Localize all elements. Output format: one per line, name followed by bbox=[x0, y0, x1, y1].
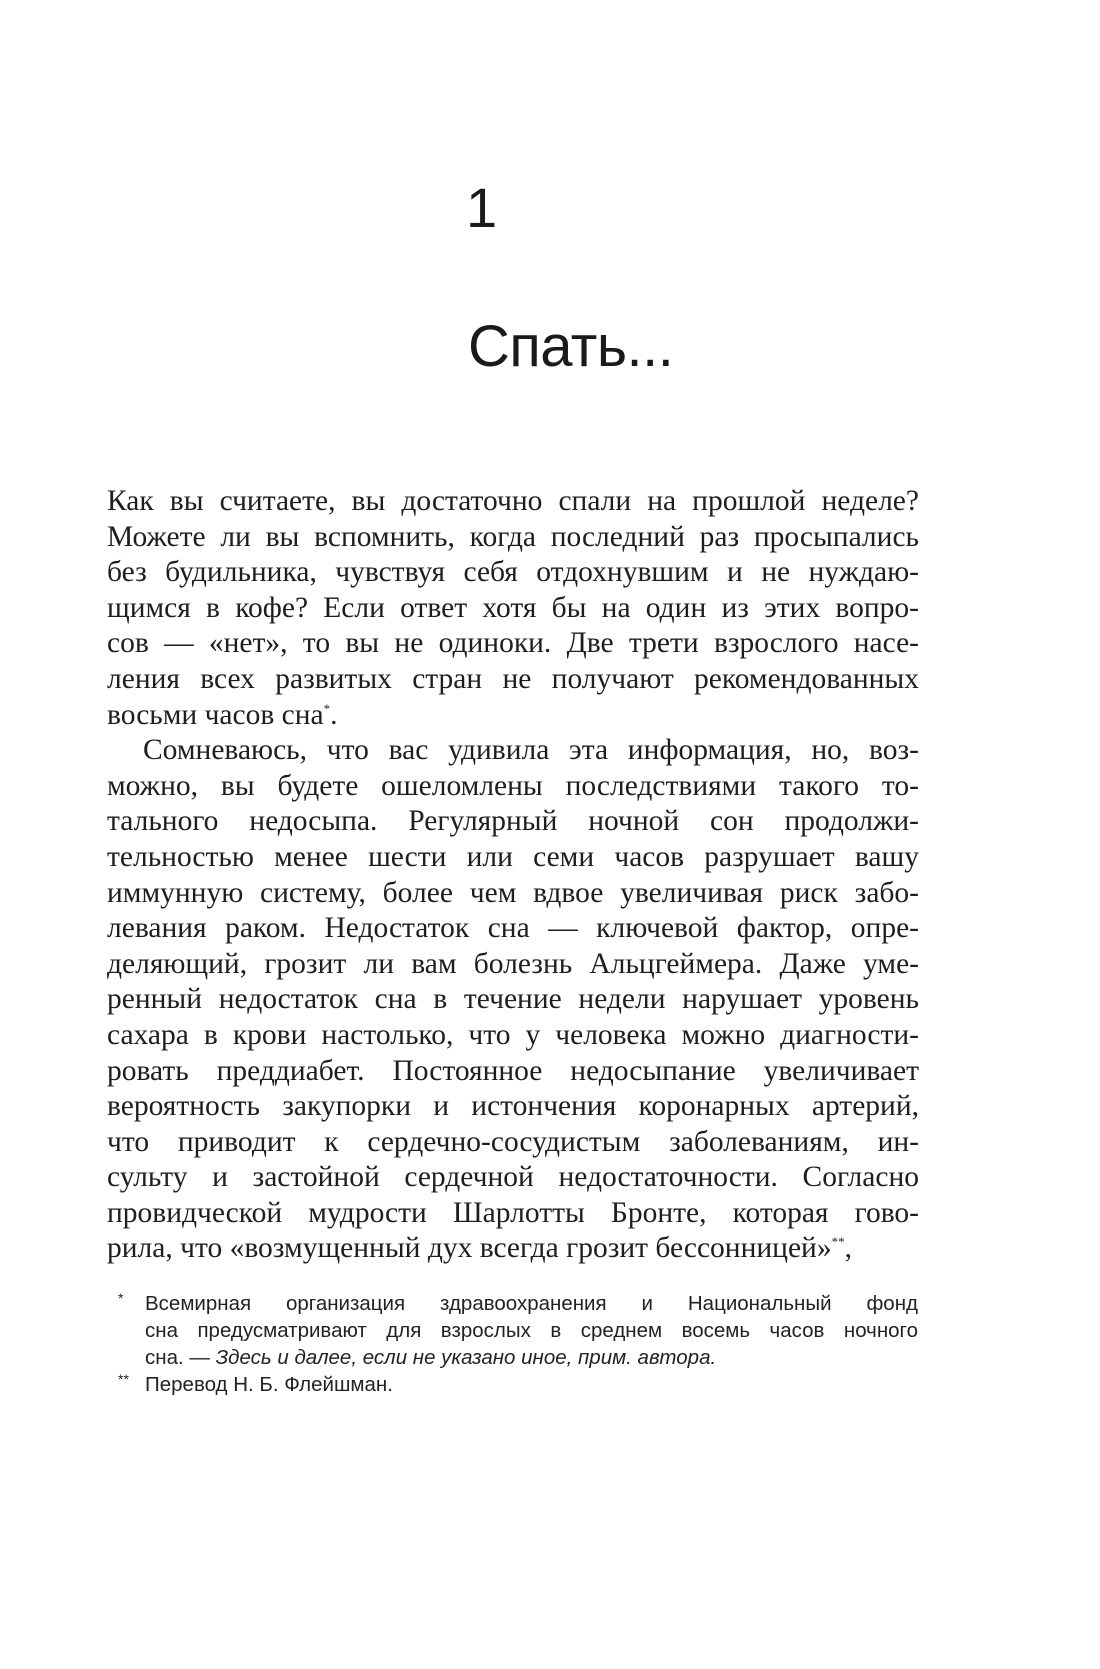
footnote-line: сна предусматривают для взрослых в среднем восемь часов ночного bbox=[145, 1319, 918, 1342]
chapter-number: 1 bbox=[466, 176, 498, 239]
text-line bbox=[107, 698, 919, 734]
text-fragment: . bbox=[330, 698, 338, 731]
text-line: Сомневаюсь, что вас удивила эта информация, но, воз- bbox=[143, 734, 919, 767]
text-fragment: восьми часов сна bbox=[107, 698, 324, 731]
text-line bbox=[107, 1231, 919, 1267]
footnote-ref-1[interactable]: * bbox=[323, 700, 331, 716]
text-line: вероятность закупорки и истончения коронарных артерий, bbox=[107, 1090, 919, 1123]
footnote-mark: ** bbox=[118, 1371, 129, 1387]
text-line: сульту и застойной сердечной недостаточности. Согласно bbox=[107, 1161, 919, 1194]
text-line: щимся в кофе? Если ответ хотя бы на один из этих вопро- bbox=[107, 591, 919, 624]
text-line: без будильника, чувствуя себя отдохнувшим и не нуждаю- bbox=[107, 556, 919, 589]
footnote-ref-2[interactable]: ** bbox=[831, 1234, 845, 1250]
translator-note: Здесь и далее, если не указано иное, прим. автора. bbox=[215, 1346, 717, 1369]
text-line: левания раком. Недостаток сна — ключевой фактор, опре- bbox=[107, 912, 919, 945]
text-fragment: сна. — bbox=[145, 1346, 216, 1369]
footnote-line bbox=[145, 1344, 918, 1371]
text-line: сахара в крови настолько, что у человека можно диагности- bbox=[107, 1018, 919, 1051]
text-line: провидческой мудрости Шарлотты Бронте, которая гово- bbox=[107, 1196, 919, 1229]
footnotes bbox=[118, 1290, 918, 1398]
text-line: ровать преддиабет. Постоянное недосыпание увеличивает bbox=[107, 1054, 919, 1087]
footnote-mark: * bbox=[118, 1290, 124, 1306]
body-text bbox=[107, 484, 919, 1267]
text-fragment: рила, что «возмущенный дух всегда грозит бессонницей» bbox=[107, 1232, 832, 1265]
text-line: деляющий, грозит ли вам болезнь Альцгеймера. Даже уме- bbox=[107, 947, 919, 980]
footnote-line: Всемирная организация здравоохранения и Национальный фонд bbox=[145, 1292, 918, 1315]
footnote-line: Перевод Н. Б. Флейшман. bbox=[145, 1373, 393, 1396]
text-line: сов — «нет», то вы не одиноки. Две трети взрослого насе- bbox=[107, 627, 919, 660]
paragraph-1 bbox=[107, 484, 919, 733]
text-line: ления всех развитых стран не получают рекомендованных bbox=[107, 662, 919, 695]
text-line: тельностью менее шести или семи часов разрушает вашу bbox=[107, 840, 919, 873]
text-fragment: , bbox=[844, 1232, 852, 1265]
paragraph-2 bbox=[107, 733, 919, 1267]
text-line: тального недосыпа. Регулярный ночной сон продолжи- bbox=[107, 805, 919, 838]
text-line: ренный недостаток сна в течение недели нарушает уровень bbox=[107, 983, 919, 1016]
text-line: что приводит к сердечно-сосудистым заболеваниям, ин- bbox=[107, 1125, 919, 1158]
text-line: иммунную систему, более чем вдвое увеличивая риск забо- bbox=[107, 876, 919, 909]
chapter-title: Спать... bbox=[468, 314, 674, 379]
text-line: Можете ли вы вспомнить, когда последний раз просыпались bbox=[107, 520, 919, 553]
text-line: можно, вы будете ошеломлены последствиями такого то- bbox=[107, 769, 919, 802]
footnote-2 bbox=[118, 1371, 918, 1398]
footnote-1 bbox=[118, 1290, 918, 1371]
text-line: Как вы считаете, вы достаточно спали на прошлой неделе? bbox=[107, 485, 919, 517]
